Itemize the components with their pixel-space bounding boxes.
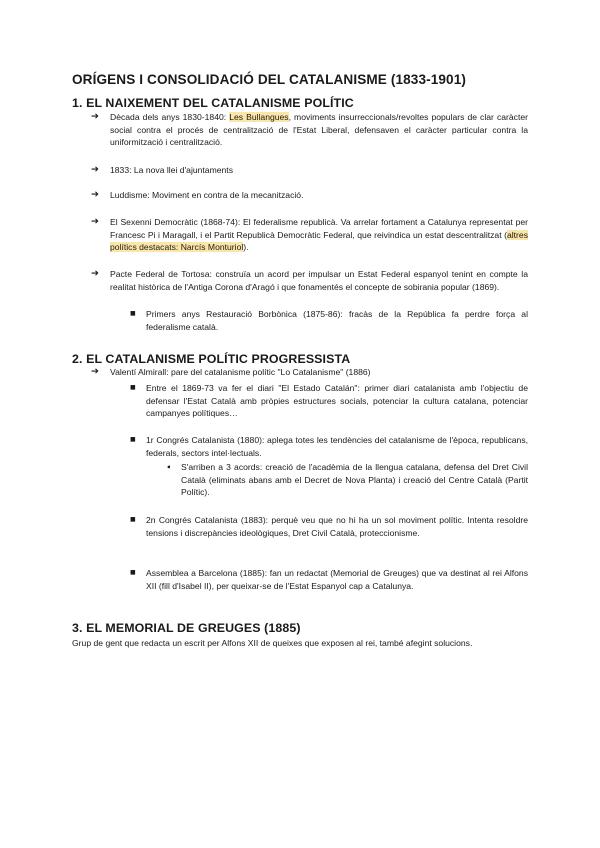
sub-list-item: 1r Congrés Catalanista (1880): aplega totes les tendències del catalanisme de l'època, republicans, federals, sectors intel·lectuals.	[146, 435, 528, 458]
arrow-bullet-icon: ➔	[91, 268, 99, 279]
list-item: Luddisme: Moviment en contra de la mecanització.	[110, 190, 304, 200]
triangle-bullet-icon: ➧	[166, 463, 172, 471]
item-text: ).	[243, 242, 249, 253]
square-bullet-icon: ■	[130, 310, 136, 317]
highlighted-text: Les Bullangues	[229, 112, 289, 122]
arrow-bullet-icon: ➔	[91, 366, 99, 377]
item-text: , moviments insurreccionals/revoltes populars de clar caràcter social contra el procés de centralització de l'Estat Liberal, defensaven el caràcter particular contra la uniformització i centralització.	[110, 112, 528, 148]
arrow-bullet-icon: ➔	[91, 216, 99, 227]
sub-list-item: 2n Congrés Catalanista (1883): perquè veu que no hi ha un sol moviment polític. Intenta resoldre tensions i discrepàncies ideològiques, Dret Civil Català, proteccionisme.	[146, 515, 528, 538]
item-text: Dècada dels anys 1830-1840:	[110, 112, 230, 122]
sub-list-item: Primers anys Restauració Borbònica (1875-86): fracàs de la República fa perdre força al federalisme català.	[146, 309, 528, 332]
list-item: Pacte Federal de Tortosa: construïa un acord per impulsar un Estat Federal espanyol tenint en compte la realitat històrica de l'Antiga Corona d'Aragó i que fonamentés el concepte de sobirania popular (1869).	[110, 269, 528, 292]
section-1-heading: 1. EL NAIXEMENT DEL CATALANISME POLÍTIC	[72, 96, 354, 110]
arrow-bullet-icon: ➔	[91, 189, 99, 200]
sub-list-item: Assemblea a Barcelona (1885): fan un redactat (Memorial de Greuges) que va destinat al rei Alfons XII (fill d'Isabel II), per queixar-se de l'Estat Espanyol cap a Catalunya.	[146, 568, 528, 591]
section-3-paragraph: Grup de gent que redacta un escrit per Alfons XII de queixes que exposen al rei, també afegint solucions.	[72, 638, 473, 648]
square-bullet-icon: ■	[130, 569, 136, 576]
list-item	[110, 111, 528, 149]
arrow-bullet-icon: ➔	[91, 164, 99, 175]
section-2-heading: 2. EL CATALANISME POLÍTIC PROGRESSISTA	[72, 352, 351, 366]
document-title: ORÍGENS I CONSOLIDACIÓ DEL CATALANISME (1833-1901)	[72, 72, 466, 87]
arrow-bullet-icon: ➔	[91, 111, 99, 122]
list-item: 1833: La nova llei d'ajuntaments	[110, 165, 233, 175]
square-bullet-icon: ■	[130, 384, 136, 391]
sub-list-item: Entre el 1869-73 va fer el diari "El Estado Catalán": primer diari catalanista amb l'objectiu de defensar l'Estat Català amb pròpies estructures socials, potenciar la cultura catalana, potenciar campanyes polítiques…	[146, 383, 528, 419]
highlighted-text: altres polítics destacats: Narcís Monturiol	[110, 229, 528, 253]
square-bullet-icon: ■	[130, 436, 136, 443]
item-text: El Sexenni Democràtic (1868-74): El federalisme republicà. Va arrelar fortament a Catalunya representat per Francesc Pi i Maragall, i el Partit Republicà Democràtic Federal, que reivindica un estat descentralitzat (	[110, 217, 528, 240]
square-bullet-icon: ■	[130, 516, 136, 523]
section-3-heading: 3. EL MEMORIAL DE GREUGES (1885)	[72, 621, 301, 635]
sub-sub-list-item: S'arriben a 3 acords: creació de l'acadèmia de la llengua catalana, defensa del Dret Civil Català (eliminats abans amb el Decret de Nova Planta) i creació del Centre Català (Partit Polític).	[181, 462, 528, 498]
list-item	[110, 216, 528, 254]
list-item: Valentí Almirall: pare del catalanisme polític "Lo Catalanisme" (1886)	[110, 367, 371, 377]
